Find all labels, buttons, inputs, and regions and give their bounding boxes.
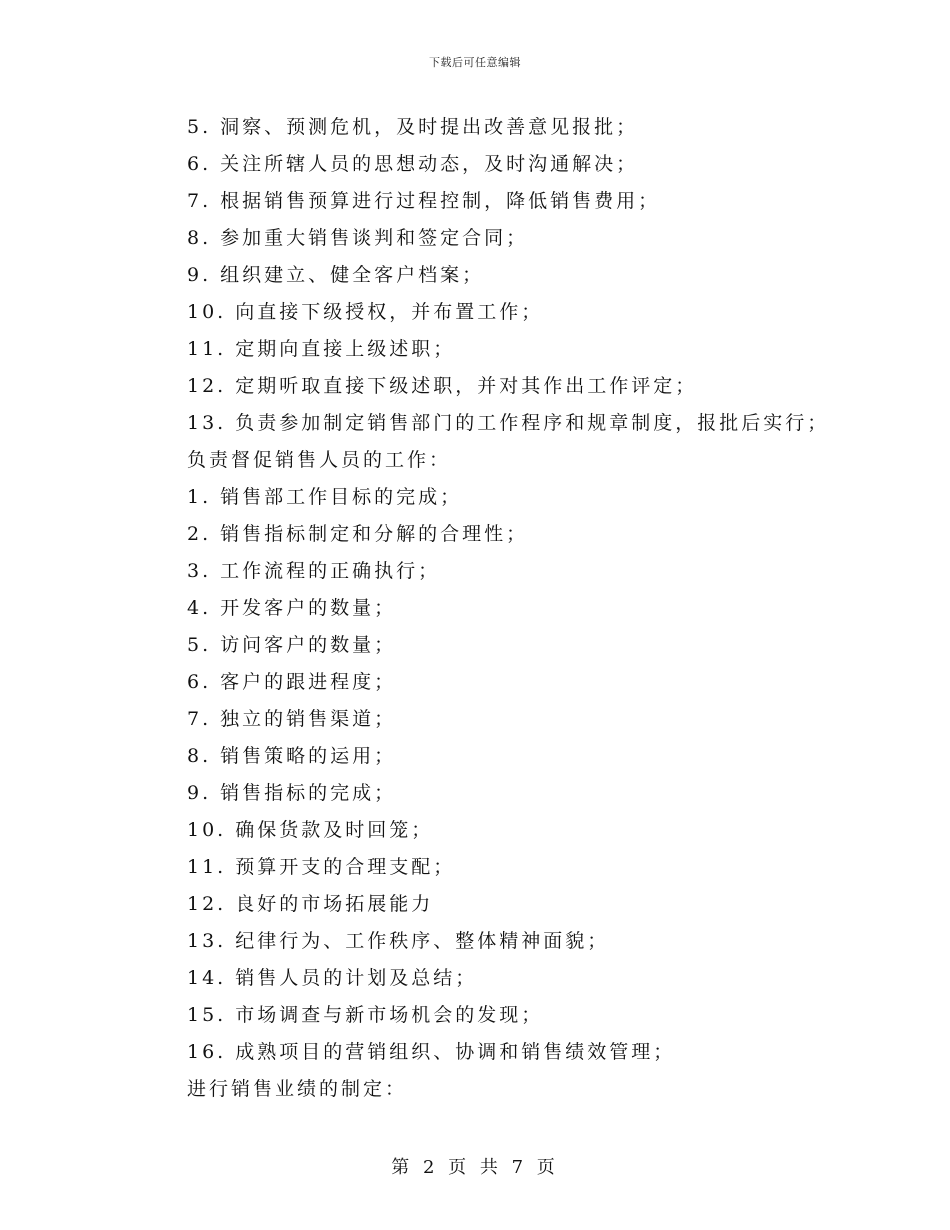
text-line: 2. 销售指标制定和分解的合理性； <box>187 523 529 545</box>
text-line: 12. 良好的市场拓展能力 <box>187 893 434 915</box>
text-line: 8. 参加重大销售谈判和签定合同； <box>187 227 529 249</box>
text-line: 3. 工作流程的正确执行； <box>187 560 441 582</box>
text-line: 8. 销售策略的运用； <box>187 745 397 767</box>
text-line: 4. 开发客户的数量； <box>187 597 397 619</box>
text-line: 12. 定期听取直接下级述职，并对其作出工作评定； <box>187 375 698 397</box>
text-line: 5. 洞察、预测危机，及时提出改善意见报批； <box>187 116 639 138</box>
text-line: 11. 预算开支的合理支配； <box>187 856 456 878</box>
text-line: 6. 关注所辖人员的思想动态，及时沟通解决； <box>187 153 639 175</box>
text-line: 16. 成熟项目的营销组织、协调和销售绩效管理； <box>187 1041 676 1063</box>
section-heading: 进行销售业绩的制定： <box>187 1078 408 1100</box>
page-header: 下载后可任意编辑 <box>429 56 521 69</box>
text-line: 1. 销售部工作目标的完成； <box>187 486 463 508</box>
text-line: 7. 独立的销售渠道； <box>187 708 397 730</box>
text-line: 7. 根据销售预算进行过程控制，降低销售费用； <box>187 190 661 212</box>
text-line: 6. 客户的跟进程度； <box>187 671 397 693</box>
text-line: 5. 访问客户的数量； <box>187 634 397 656</box>
text-line: 10. 向直接下级授权，并布置工作； <box>187 301 544 323</box>
text-line: 13. 负责参加制定销售部门的工作程序和规章制度，报批后实行； <box>187 412 830 434</box>
text-line: 15. 市场调查与新市场机会的发现； <box>187 1004 544 1026</box>
page-number: 第 2 页 共 7 页 <box>391 1157 559 1178</box>
section-heading: 负责督促销售人员的工作： <box>187 449 452 471</box>
text-line: 10. 确保货款及时回笼； <box>187 819 434 841</box>
text-line: 13. 纪律行为、工作秩序、整体精神面貌； <box>187 930 610 952</box>
text-line: 11. 定期向直接上级述职； <box>187 338 456 360</box>
text-line: 9. 销售指标的完成； <box>187 782 397 804</box>
text-line: 9. 组织建立、健全客户档案； <box>187 264 485 286</box>
document-body <box>187 109 830 1108</box>
text-line: 14. 销售人员的计划及总结； <box>187 967 478 989</box>
